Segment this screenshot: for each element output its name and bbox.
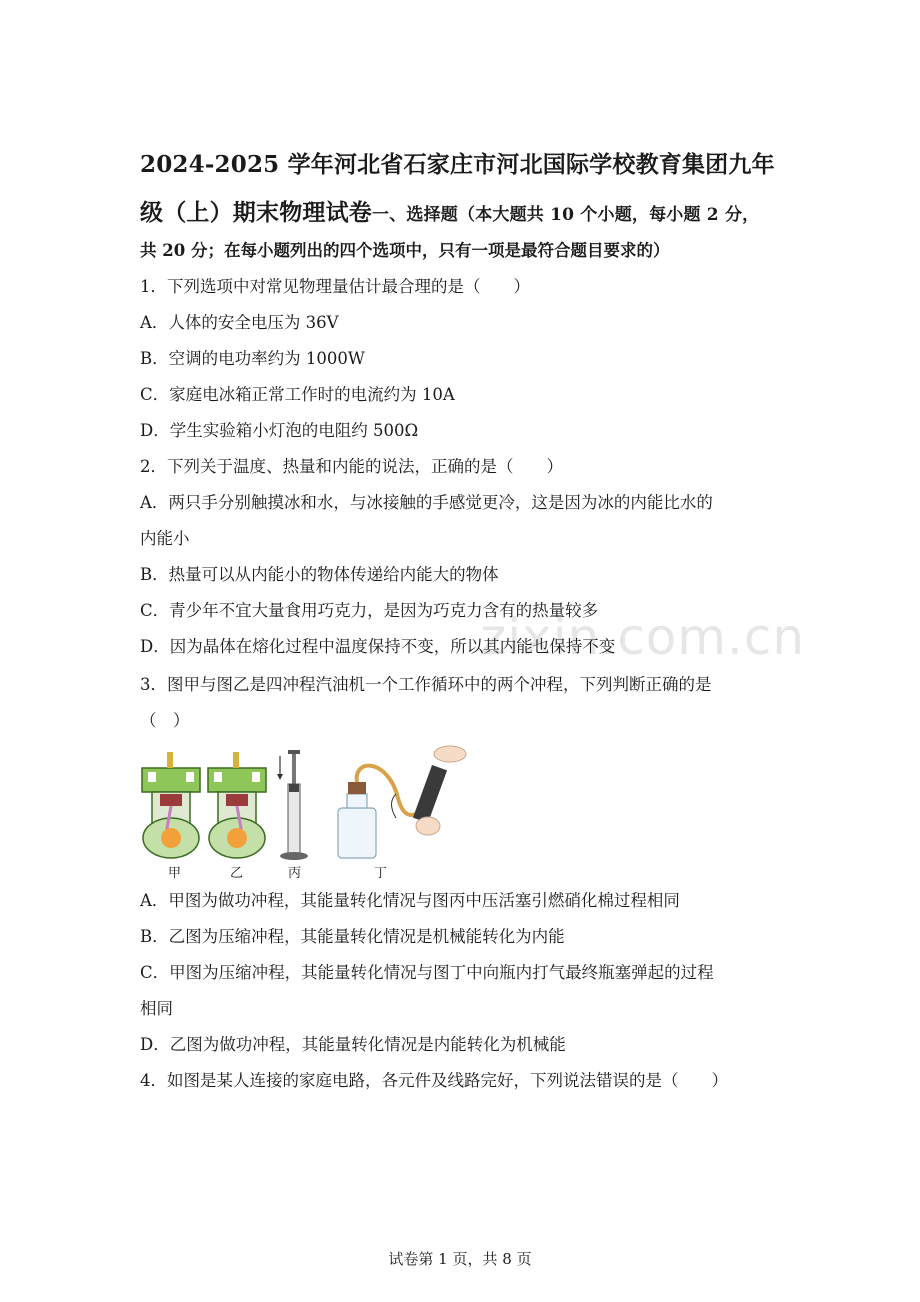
question-2-option-a-line-1: A．两只手分别触摸冰和水，与冰接触的手感觉更冷，这是因为冰的内能比水的 — [140, 493, 713, 512]
question-3-option-b: B．乙图为压缩冲程，其能量转化情况是机械能转化为内能 — [140, 927, 565, 946]
question-1-option-a: A．人体的安全电压为 36V — [140, 313, 339, 332]
question-2-option-d: D．因为晶体在熔化过程中温度保持不变，所以其内能也保持不变 — [140, 637, 616, 656]
question-2-option-b: B．热量可以从内能小的物体传递给内能大的物体 — [140, 565, 499, 584]
engine-yi-drawing — [208, 752, 266, 858]
question-3-stem-line-1: 3．图甲与图乙是四冲程汽油机一个工作循环中的两个冲程，下列判断正确的是 — [140, 675, 712, 694]
section-instructions: 共 20 分；在每小题列出的四个选项中，只有一项是最符合题目要求的） — [140, 241, 670, 260]
question-1-option-d: D．学生实验箱小灯泡的电阻约 500Ω — [140, 421, 419, 440]
section-heading: 一、选择题（本大题共 10 个小题，每小题 2 分， — [372, 205, 760, 225]
bottle-pump-drawing — [338, 746, 466, 858]
engine-strokes-figure — [138, 738, 478, 880]
figure-label-jia: 甲 — [168, 866, 182, 881]
exam-title-main: 级（上）期末物理试卷 — [140, 199, 372, 226]
engine-jia-drawing — [142, 752, 200, 858]
question-4-stem: 4．如图是某人连接的家庭电路，各元件及线路完好，下列说法错误的是（ ） — [140, 1071, 728, 1090]
question-2-option-a-line-2: 内能小 — [140, 529, 190, 548]
question-2-stem: 2．下列关于温度、热量和内能的说法，正确的是（ ） — [140, 457, 563, 476]
exam-title-line-1: 2024-2025 学年河北省石家庄市河北国际学校教育集团九年 — [140, 151, 775, 178]
question-1-option-c: C．家庭电冰箱正常工作时的电流约为 10A — [140, 385, 455, 404]
figure-label-ding: 丁 — [374, 866, 388, 881]
watermark: zixin.com.cn — [480, 608, 806, 666]
question-3-option-a: A．甲图为做功冲程，其能量转化情况与图丙中压活塞引燃硝化棉过程相同 — [140, 891, 680, 910]
page-footer: 试卷第 1 页，共 8 页 — [388, 1250, 532, 1268]
figure-label-yi: 乙 — [230, 866, 244, 881]
question-2-option-c: C．青少年不宜大量食用巧克力，是因为巧克力含有的热量较多 — [140, 601, 599, 620]
figure-label-bing: 丙 — [288, 866, 302, 881]
glass-cylinder-piston-drawing — [277, 750, 308, 860]
exam-title-line-2 — [140, 194, 759, 227]
question-3-option-d: D．乙图为做功冲程，其能量转化情况是内能转化为机械能 — [140, 1035, 566, 1054]
question-3-option-c-line-1: C．甲图为压缩冲程，其能量转化情况与图丁中向瓶内打气最终瓶塞弹起的过程 — [140, 963, 714, 982]
question-3-option-c-line-2: 相同 — [140, 999, 173, 1018]
question-1-stem: 1．下列选项中对常见物理量估计最合理的是（ ） — [140, 277, 530, 296]
question-1-option-b: B．空调的电功率约为 1000W — [140, 349, 365, 368]
question-3-stem-line-2: （ ） — [140, 711, 190, 730]
